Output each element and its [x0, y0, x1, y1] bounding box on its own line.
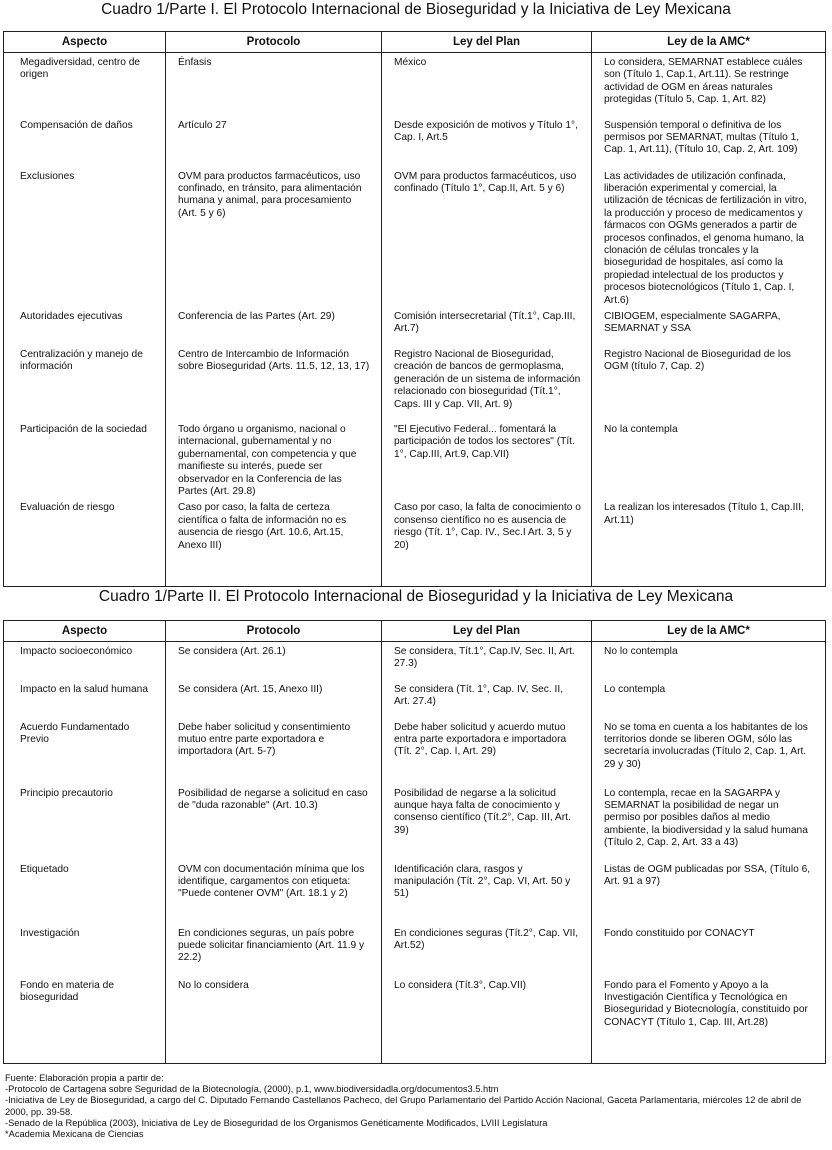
- aspect-cell: Principio precautorio: [20, 787, 113, 799]
- protocolo-cell: En condiciones seguras, un país pobre puede solicitar financiamiento (Art. 11.9 y 22.2): [166, 924, 382, 976]
- footer-line: -Iniciativa de Ley de Bioseguridad, a cargo del C. Diputado Fernando Castellanos Pacheco, del Grupo Parlamentario del Partido Acción Nacional, Gaceta Parlamentaria, miércoles 12 de abril de 2000, pp. 39-58.: [5, 1095, 802, 1117]
- plan-cell: Caso por caso, la falta de conocimiento o consenso científico no es ausencia de riesgo (Tít. 1°, Cap. IV., Sec.I Art. 3, 5 y 20): [382, 498, 592, 586]
- amc-cell: Lo contempla, recae en la SAGARPA y SEMARNAT la posibilidad de negar un permiso por posibles daños al medio ambiente, la biodiversidad y la salud humana (Título 2, Cap. 2, Art. 33 a 43): [592, 784, 826, 860]
- table-part2: [3, 620, 826, 1064]
- table-part1: [3, 31, 826, 587]
- plan-cell: Posibilidad de negarse a la solicitud aunque haya falta de conocimiento y consenso científico (Tít.2°, Cap. III, Art. 39): [382, 784, 592, 860]
- protocolo-cell: Se considera (Art. 26.1): [166, 642, 382, 680]
- column-header: Ley del Plan: [382, 621, 592, 642]
- table-row: [4, 345, 826, 420]
- plan-cell: Se considera (Tít. 1°, Cap. IV, Sec. II, Art. 27.4): [382, 680, 592, 718]
- amc-cell: Listas de OGM publicadas por SSA, (Título 6, Art. 91 a 97): [592, 860, 826, 924]
- protocolo-cell: Centro de Intercambio de Información sobre Bioseguridad (Arts. 11.5, 12, 13, 17): [166, 345, 382, 420]
- protocolo-cell: Todo órgano u organismo, nacional o internacional, gubernamental y no gubernamental, con competencia y que manifieste su interés, puede ser observador en la Conferencia de las Partes (Art. 29.8): [166, 420, 382, 498]
- protocolo-cell: Debe haber solicitud y consentimiento mutuo entre parte exportadora e importadora (Art. 5-7): [166, 718, 382, 784]
- table-title-part1: Cuadro 1/Parte I. El Protocolo Internacional de Bioseguridad y la Iniciativa de Ley Mexicana: [101, 1, 731, 18]
- plan-cell: Debe haber solicitud y acuerdo mutuo entra parte exportadora e importadora (Tít. 2°, Cap. I, Art. 29): [382, 718, 592, 784]
- column-header: Protocolo: [166, 32, 382, 53]
- footer-line: Fuente: Elaboración propia a partir de:: [5, 1073, 164, 1083]
- table-row: [4, 53, 826, 116]
- column-header: Ley de la AMC*: [592, 621, 826, 642]
- aspect-cell: Acuerdo Fundamentado Previo: [20, 721, 130, 745]
- amc-cell: Lo considera, SEMARNAT establece cuáles son (Título 1, Cap.1, Art.11). Se restringe actividad de OGM en áreas naturales protegidas (Título 5, Cap. 1, Art. 82): [592, 53, 826, 116]
- plan-cell: Desde exposición de motivos y Título 1°, Cap. I, Art.5: [382, 116, 592, 167]
- footer-line: -Senado de la República (2003), Iniciativa de Ley de Bioseguridad de los Organismos Genéticamente Modificados, LVIII Legislatura: [5, 1117, 548, 1128]
- plan-cell: Se considera, Tít.1°, Cap.IV, Sec. II, Art. 27.3): [382, 642, 592, 680]
- amc-cell: Registro Nacional de Bioseguridad de los OGM (título 7, Cap. 2): [592, 345, 826, 420]
- column-header: Protocolo: [166, 621, 382, 642]
- table-row: [4, 498, 826, 586]
- amc-cell: Fondo para el Fomento y Apoyo a la Investigación Científica y Tecnológica en Bioseguridad y Biotecnología, constituido por CONACYT (Título 1, Cap. III, Art.28): [592, 976, 826, 1064]
- table-row: [4, 784, 826, 860]
- column-header: Aspecto: [4, 32, 166, 53]
- protocolo-cell: Caso por caso, la falta de certeza científica o falta de información no es ausencia de riesgo (Art. 10.6, Art.15, Anexo III): [166, 498, 382, 586]
- aspect-cell: Megadiversidad, centro de origen: [20, 57, 141, 81]
- amc-cell: Lo contempla: [592, 680, 826, 718]
- protocolo-cell: Se considera (Art. 15, Anexo III): [166, 680, 382, 718]
- protocolo-cell: Artículo 27: [166, 116, 382, 167]
- table-row: [4, 420, 826, 498]
- table-row: [4, 860, 826, 924]
- source-footer: [5, 1073, 825, 1140]
- aspect-cell: Compensación de daños: [20, 119, 133, 131]
- table-row: [4, 924, 826, 976]
- plan-cell: OVM para productos farmacéuticos, uso confinado (Título 1°, Cap.II, Art. 5 y 6): [382, 167, 592, 307]
- aspect-cell: Autoridades ejecutivas: [20, 310, 123, 322]
- aspect-cell: Evaluación de riesgo: [20, 502, 115, 514]
- amc-cell: CIBIOGEM, especialmente SAGARPA, SEMARNAT y SSA: [592, 307, 826, 345]
- aspect-cell: Impacto en la salud humana: [20, 683, 148, 695]
- plan-cell: En condiciones seguras (Tít.2°, Cap. VII, Art.52): [382, 924, 592, 976]
- aspect-cell: Centralización y manejo de información: [20, 348, 143, 373]
- plan-cell: Lo considera (Tít.3°, Cap.VII): [382, 976, 592, 1064]
- plan-cell: Registro Nacional de Bioseguridad, creación de bancos de germoplasma, generación de un sistema de información relacionado con bioseguridad (Tít.1°, Caps. III y Cap. VII, Art. 9): [382, 345, 592, 420]
- table-row: [4, 307, 826, 345]
- plan-cell: "El Ejecutivo Federal... fomentará la participación de todos los sectores" (Tít. 1°, Cap.III, Art.9, Cap.VII): [382, 420, 592, 498]
- column-header: Ley del Plan: [382, 32, 592, 53]
- protocolo-cell: Posibilidad de negarse a solicitud en caso de "duda razonable" (Art. 10.3): [166, 784, 382, 860]
- table-row: [4, 680, 826, 718]
- protocolo-cell: No lo considera: [166, 976, 382, 1064]
- amc-cell: No se toma en cuenta a los habitantes de los territorios donde se liberen OGM, sólo las secretaría involucradas (Título 2, Cap. 1, Art. 29 y 30): [592, 718, 826, 784]
- aspect-cell: Fondo en materia de bioseguridad: [20, 979, 115, 1003]
- protocolo-cell: OVM con documentación mínima que los identifique, cargamentos con etiqueta: "Puede contener OVM" (Art. 18.1 y 2): [166, 860, 382, 924]
- aspect-cell: Impacto socioeconómico: [20, 646, 133, 657]
- table-title-part2: Cuadro 1/Parte II. El Protocolo Internacional de Bioseguridad y la Iniciativa de Ley Mexicana: [98, 588, 734, 605]
- protocolo-cell: Énfasis: [166, 53, 382, 116]
- aspect-cell: Investigación: [20, 927, 80, 939]
- plan-cell: Identificación clara, rasgos y manipulación (Tít. 2°, Cap. VI, Art. 50 y 51): [382, 860, 592, 924]
- amc-cell: Suspensión temporal o definitiva de los permisos por SEMARNAT, multas (Título 1, Cap. 1, Art.11), (Título 10, Cap. 2, Art. 109): [592, 116, 826, 167]
- amc-cell: No lo contempla: [592, 642, 826, 680]
- aspect-cell: Participación de la sociedad: [20, 423, 147, 435]
- protocolo-cell: Conferencia de las Partes (Art. 29): [166, 307, 382, 345]
- amc-cell: Fondo constituido por CONACYT: [592, 924, 826, 976]
- plan-cell: México: [382, 53, 592, 116]
- table-row: [4, 642, 826, 680]
- footer-line: -Protocolo de Cartagena sobre Seguridad de la Biotecnología, (2000), p.1, www.biodiversidadla.org/documentos3.5.htm: [5, 1084, 499, 1095]
- plan-cell: Comisión intersecretarial (Tít.1°, Cap.III, Art.7): [382, 307, 592, 345]
- protocolo-cell: OVM para productos farmacéuticos, uso confinado, en tránsito, para alimentación humana y animal, para procesamiento (Art. 5 y 6): [166, 167, 382, 307]
- aspect-cell: Exclusiones: [20, 170, 75, 182]
- aspect-cell: Etiquetado: [20, 863, 69, 875]
- table-row: [4, 976, 826, 1064]
- footer-line: *Academia Mexicana de Ciencias: [5, 1129, 144, 1140]
- table-row: [4, 116, 826, 167]
- amc-cell: No la contempla: [592, 420, 826, 498]
- table-row: [4, 718, 826, 784]
- column-header: Aspecto: [4, 621, 166, 642]
- table-row: [4, 167, 826, 307]
- column-header: Ley de la AMC*: [592, 32, 826, 53]
- amc-cell: Las actividades de utilización confinada, liberación experimental y comercial, la utilización de técnicas de fertilización in vitro, la producción y proceso de medicamentos y fármacos con OGMs generados a partir de procesos confinados, el genoma humano, la clonación de células troncales y la bioseguridad de hospitales, así como la propiedad intelectual de los productos y procesos biotecnológicos (Título 1, Cap. I, Art.6): [592, 167, 826, 307]
- amc-cell: La realizan los interesados (Título 1, Cap.III, Art.11): [592, 498, 826, 586]
